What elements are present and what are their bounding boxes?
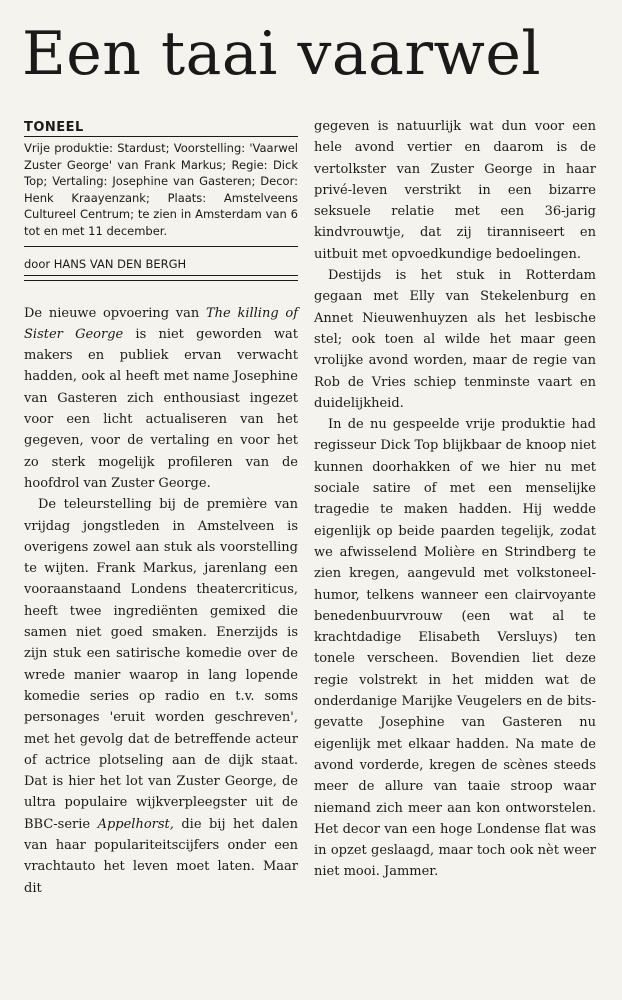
series-title: Appelhorst, [97,816,174,832]
divider [24,280,298,281]
headline: Een taai vaarwel [22,19,542,89]
byline: door HANS VAN DEN BERGH [24,257,298,276]
article-column-1 [24,120,298,899]
production-credits: Vrije produktie: Stardust; Voorstelling: 'Vaarwel Zuster George' van Frank Markus; Regie: Dick Top; Vertaling: Josephine van Gasteren; Decor: Henk Kraayenzank; Plaats: Amstelveens Cultureel Centrum; te zien in Amsterdam van 6 tot en met 11 december. [24,140,298,247]
paragraph-5: In de nu gespeelde vrije produktie had regisseur Dick Top blijkbaar de knoop niet kunnen doorhakken of we hier nu met sociale satire of met een menselijke tragedie te maken hadden. Hij wedde eigenlijk op beide paarden tegelijk, zodat we afwisselend Molière en Strindberg te zien kregen, aangevuld met volkstoneel-humor, telkens wanneer een clairvoyante benedenbuurvrouw (een wat al te krachtdadige Elisabeth Versluys) ten tonele verscheen. Bovendien liet deze regie volstrekt in het midden wat de onderdanige Marijke Veugelers en de bits-gevatte Josephine van Gasteren nu eigenlijk met elkaar hadden. Na mate de avond vorderde, kregen de scènes steeds meer de allure van taaie stroop waar niemand zich meer aan kon ontworstelen. Het decor van een hoge Londense flat was in opzet geslaagd, maar toch ook nèt weer niet mooi. Jammer. [314,417,596,880]
paragraph-2: De teleurstelling bij de première van vrijdag jongstleden in Amstelveen is overigens zowel aan stuk als voorstelling te wijten. Frank Markus, jarenlang een vooraanstaand Londens theatercriticus, heeft twee ingrediënten gemixed die samen niet goed smaken. Enerzijds is zijn stuk een satirische komedie over de wrede manier waarop in lang lopende komedie series op radio en t.v. soms personages 'eruit worden geschreven', met het gevolg dat de betreffende acteur of actrice plotseling aan de dijk staat. Dat is hier het lot van Zuster George, de ultra populaire wijkverpleegster uit de BBC-serie Appelhorst, die bij het dalen van haar populariteitscijfers onder een vrachtauto het leven moet laten. Maar dit [24,497,298,896]
paragraph-3: gegeven is natuurlijk wat dun voor een hele avond vertier en daarom is de vertolkster van Zuster George in haar privé-leven verstrikt in een bizarre seksuele relatie met een 36-jarig kindvrouwtje, dat zij tiranniseert en uitbuit met opvoedkundige bedoelingen. [314,119,596,262]
play-title: The killing of Sister George [24,305,299,342]
paragraph-4: Destijds is het stuk in Rotterdam gegaan met Elly van Stekelenburg en Annet Nieuwenhuyzen als het lesbische stel; ook toen al wilde het maar geen vrolijke avond worden, maar de regie van Rob de Vries schiep tenminste vaart en duidelijkheid. [314,268,596,411]
paragraph-1: De nieuwe opvoering van The killing of Sister George is niet geworden wat makers en publiek ervan verwacht hadden, ook al heeft met name Josephine van Gasteren zich enthousiast ingezet voor een licht actualiseren van het gegeven, voor de vertaling en voor het zo sterk mogelijk profileren van de hoofdrol van Zuster George. [24,305,299,491]
article-column-2 [314,116,596,883]
section-label: TONEEL [24,120,298,137]
